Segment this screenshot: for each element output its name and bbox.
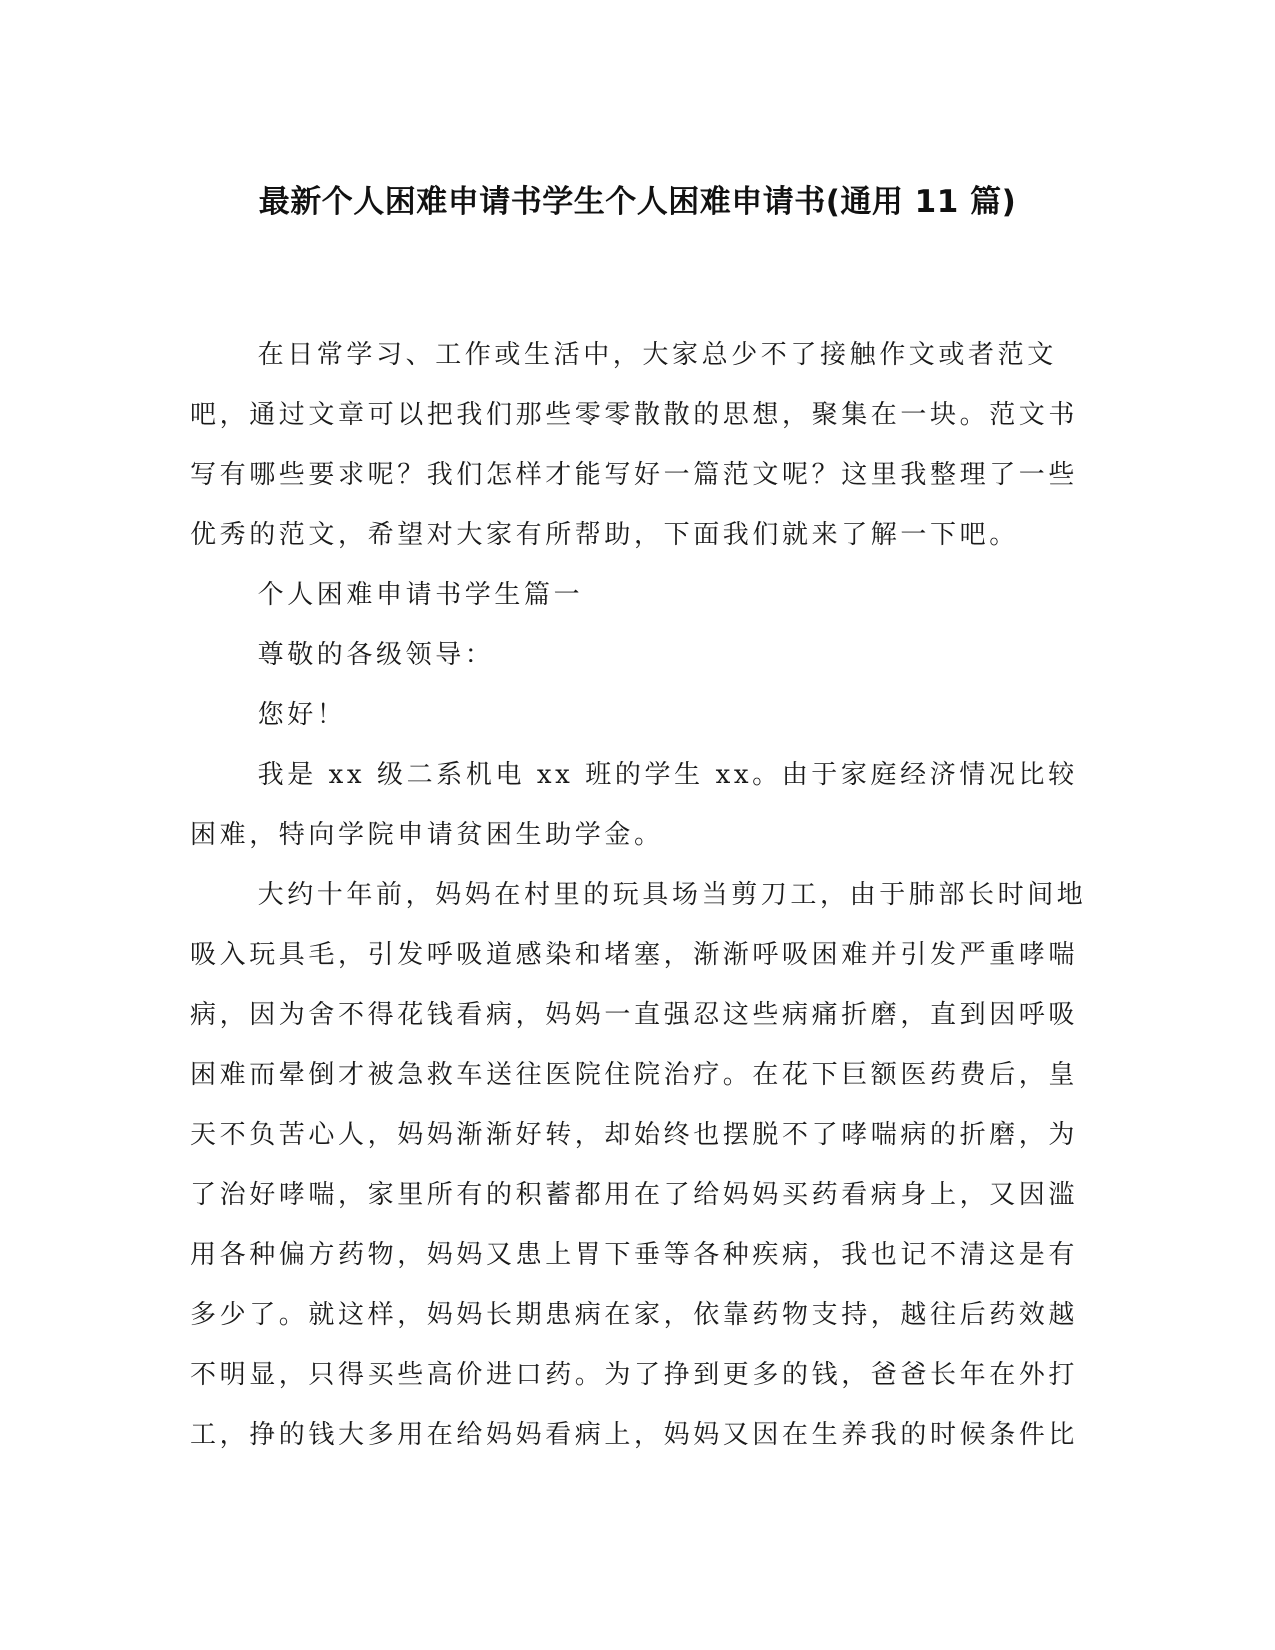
document-title: 最新个人困难申请书学生个人困难申请书(通用 11 篇) <box>258 184 1017 220</box>
salutation: 尊敬的各级领导： <box>257 640 495 670</box>
body-paragraph: 我是 xx 级二系机电 xx 班的学生 xx。由于家庭经济情况比较困难，特向学院申请贫困生助学金。 <box>190 760 1078 850</box>
document-body <box>190 325 1090 1465</box>
body-paragraph: 大约十年前，妈妈在村里的玩具场当剪刀工，由于肺部长时间地吸入玩具毛，引发呼吸道感染和堵塞，渐渐呼吸困难并引发严重哮喘病，因为舍不得花钱看病，妈妈一直强忍这些病痛折磨，直到因呼吸困难而晕倒才被急救车送往医院住院治疗。在花下巨额医药费后，皇天不负苦心人，妈妈渐渐好转，却始终也摆脱不了哮喘病的折磨，为了治好哮喘，家里所有的积蓄都用在了给妈妈买药看病身上，又因滥用各种偏方药物，妈妈又患上胃下垂等各种疾病，我也记不清这是有多少了。就这样，妈妈长期患病在家，依靠药物支持，越往后药效越不明显，只得买些高价进口药。为了挣到更多的钱，爸爸长年在外打工，挣的钱大多用在给妈妈看病上，妈妈又因在生养我的时候条件比 <box>190 880 1087 1450</box>
intro-paragraph: 在日常学习、工作或生活中，大家总少不了接触作文或者范文吧，通过文章可以把我们那些零零散散的思想，聚集在一块。范文书写有哪些要求呢？我们怎样才能写好一篇范文呢？这里我整理了一些优秀的范文，希望对大家有所帮助，下面我们就来了解一下吧。 <box>190 340 1079 550</box>
greeting: 您好！ <box>257 700 347 730</box>
section-heading: 个人困难申请书学生篇一 <box>257 580 584 610</box>
